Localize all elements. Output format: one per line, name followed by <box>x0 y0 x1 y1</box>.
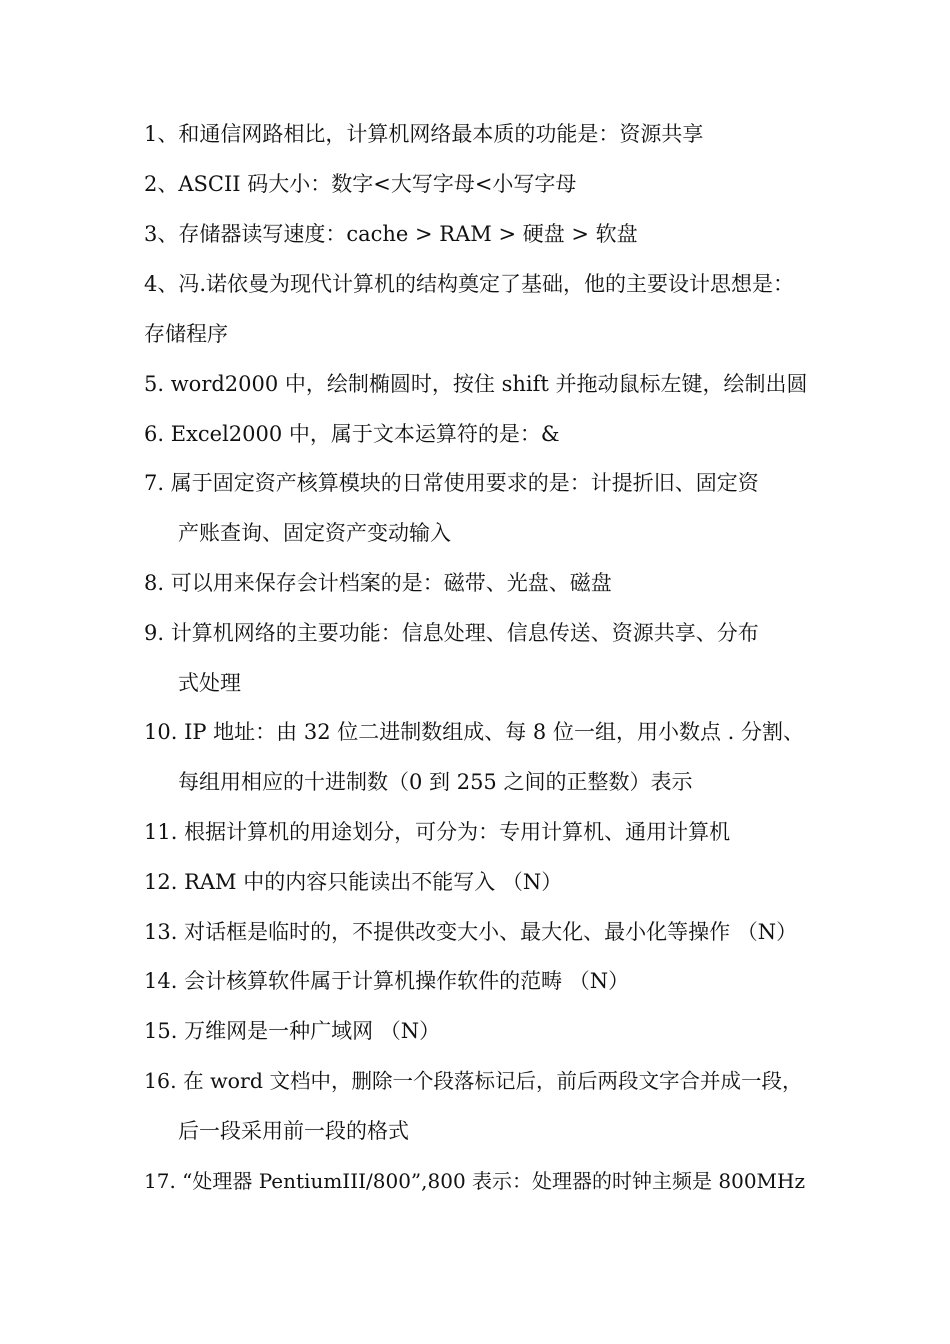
line-15: 15. 万维网是一种广域网 （N） <box>144 1019 441 1043</box>
line-16-continued: 后一段采用前一段的格式 <box>178 1119 409 1143</box>
line-7-continued: 产账查询、固定资产变动输入 <box>178 521 451 545</box>
line-7: 7. 属于固定资产核算模块的日常使用要求的是：计提折旧、固定资 <box>144 471 759 495</box>
line-11: 11. 根据计算机的用途划分，可分为：专用计算机、通用计算机 <box>144 820 731 844</box>
line-3: 3、存储器读写速度：cache > RAM > 硬盘 > 软盘 <box>144 222 638 246</box>
line-6: 6. Excel2000 中，属于文本运算符的是：& <box>144 422 560 446</box>
line-10-continued: 每组用相应的十进制数（0 到 255 之间的正整数）表示 <box>178 770 693 794</box>
line-14: 14. 会计核算软件属于计算机操作软件的范畴 （N） <box>144 969 630 993</box>
line-9: 9. 计算机网络的主要功能：信息处理、信息传送、资源共享、分布 <box>144 621 759 645</box>
line-10: 10. IP 地址：由 32 位二进制数组成、每 8 位一组，用小数点 . 分割、 <box>144 720 804 744</box>
line-4: 4、冯.诺依曼为现代计算机的结构奠定了基础，他的主要设计思想是： <box>144 272 795 296</box>
line-17: 17. “处理器 PentiumIII/800”,800 表示：处理器的时钟主频是 800MHz <box>144 1169 806 1193</box>
line-8: 8. 可以用来保存会计档案的是：磁带、光盘、磁盘 <box>144 571 612 595</box>
line-9-continued: 式处理 <box>178 671 241 695</box>
line-2: 2、ASCII 码大小：数字<大写字母<小写字母 <box>144 172 577 196</box>
line-16: 16. 在 word 文档中，删除一个段落标记后，前后两段文字合并成一段， <box>144 1069 803 1093</box>
line-4-continued: 存储程序 <box>144 322 228 346</box>
line-1: 1、和通信网路相比，计算机网络最本质的功能是：资源共享 <box>144 122 704 146</box>
line-5: 5. word2000 中，绘制椭圆时，按住 shift 并拖动鼠标左键，绘制出圆 <box>144 372 808 396</box>
line-13: 13. 对话框是临时的，不提供改变大小、最大化、最小化等操作 （N） <box>144 920 798 944</box>
line-12: 12. RAM 中的内容只能读出不能写入 （N） <box>144 870 563 894</box>
